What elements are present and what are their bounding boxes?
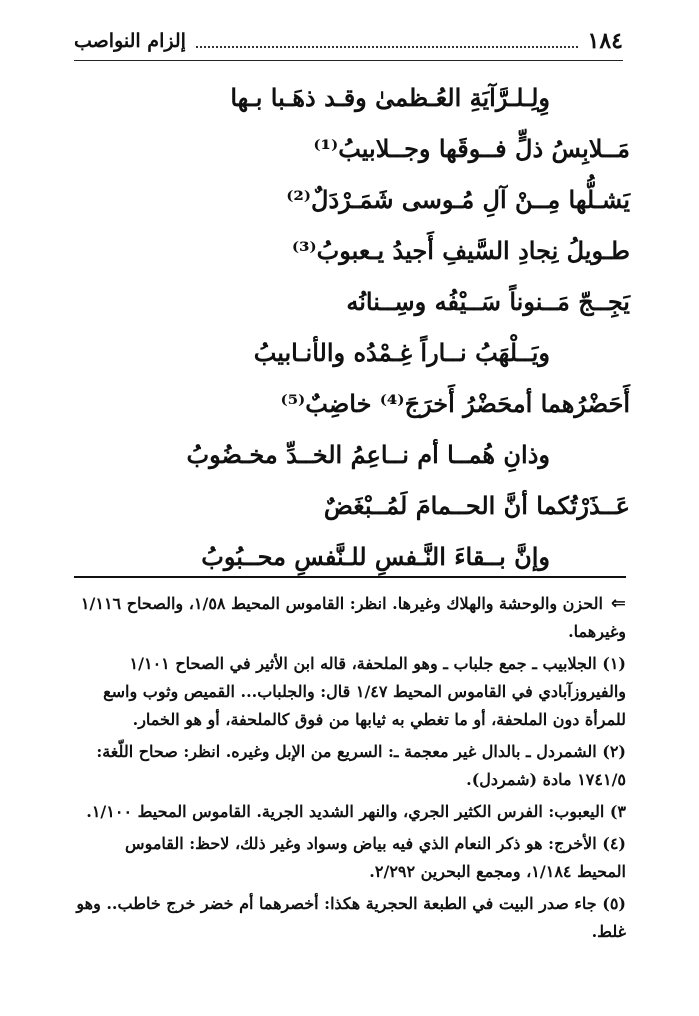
book-title: إلزام النواصب [74,30,186,52]
verse-line: مَــلابِسُ ذلٍّ فــوقَها وجــلابيبُ⁽¹⁾ [313,134,630,163]
footnote-5: (٥) جاء صدر البيت في الطبعة الحجرية هكذا: أخصرهما أم خضر خرج خاطب.. وهو غلط. [76,894,626,941]
verse-line: وِلِـلـرَّآيَةِ العُـظمىٰ وقـد ذهَـبا بـها [230,83,550,112]
running-header [74,24,623,58]
continuation-arrow-icon: ⇐ [610,593,626,614]
verse-line: يَشـلُّها مِــنْ آلِ مُـوسى شَمَـرْدَلٌ⁽²⁾ [286,185,630,214]
footnote-text: الحزن والوحشة والهلاك وغيرها. انظر: القاموس المحيط ١/٥٨، والصحاح ١/١١٦ وغيرهما. [80,594,626,641]
footnote-1: (١) الجلابيب ـ جمع جلباب ـ وهو الملحفة، قاله ابن الأثير في الصحاح ١/١٠١ والفيروزآبادي في القاموس المحيط ١/٤٧ قال: والجلباب... القميص وثوب واسع للمرأة دون الملحفة، أو ما تغطي به ثيابها من فوق كالملحفة، أو هو الخمار. [103,654,626,729]
footnote-continuation [74,590,626,646]
verse-line: أَحَضْرُهما أمحَضْرُ أَخرَجَ⁽⁴⁾ خاضِبٌ⁽⁵⁾ [280,389,630,418]
verse-line: يَجِــجّ مَــنوناً سَــيْفُه وسِــنانُه [346,287,630,316]
verse-line: طـويلُ نِجادِ السَّيفِ أَجيدُ يـعبوبُ⁽³⁾ [291,236,630,265]
footnote-3: ٣) اليعبوب: الفرس الكثير الجري، والنهر الشديد الجرية. القاموس المحيط ١/١٠٠. [86,802,626,821]
header-rule [74,60,623,61]
header-leader-dots [196,46,578,48]
footnote-4: (٤) الأخرج: هو ذكر النعام الذي فيه بياض وسواد وغير ذلك، لاحظ: القاموس المحيط ١/١٨٤، ومجمع البحرين ٢/٢٩٢. [125,834,626,881]
page-number: ١٨٤ [587,28,623,54]
footnote-2: (٢) الشمردل ـ بالدال غير معجمة ـ: السريع من الإبل وغيره. انظر: صحاح اللّغة: ١٧٤١/٥ مادة (شمردل). [96,742,626,789]
verse-line: عَــذَرْتُكما أنَّ الحــمامَ لَمُــبْغَضٌ [323,491,630,520]
poem [110,72,630,582]
verse-line: وإنَّ بــقاءَ النَّـفسِ للـنَّفسِ محــبُوبُ [201,542,550,571]
verse-line: ويَــلْهَبُ نــاراً غِـمْدُه والأنـابيبُ [253,338,550,367]
verse-line: وذانِ هُمــا أم نــاعِمُ الخــدِّ مخـضُوبُ [186,440,550,469]
footnote-rule [74,576,626,578]
footnotes [74,590,626,950]
